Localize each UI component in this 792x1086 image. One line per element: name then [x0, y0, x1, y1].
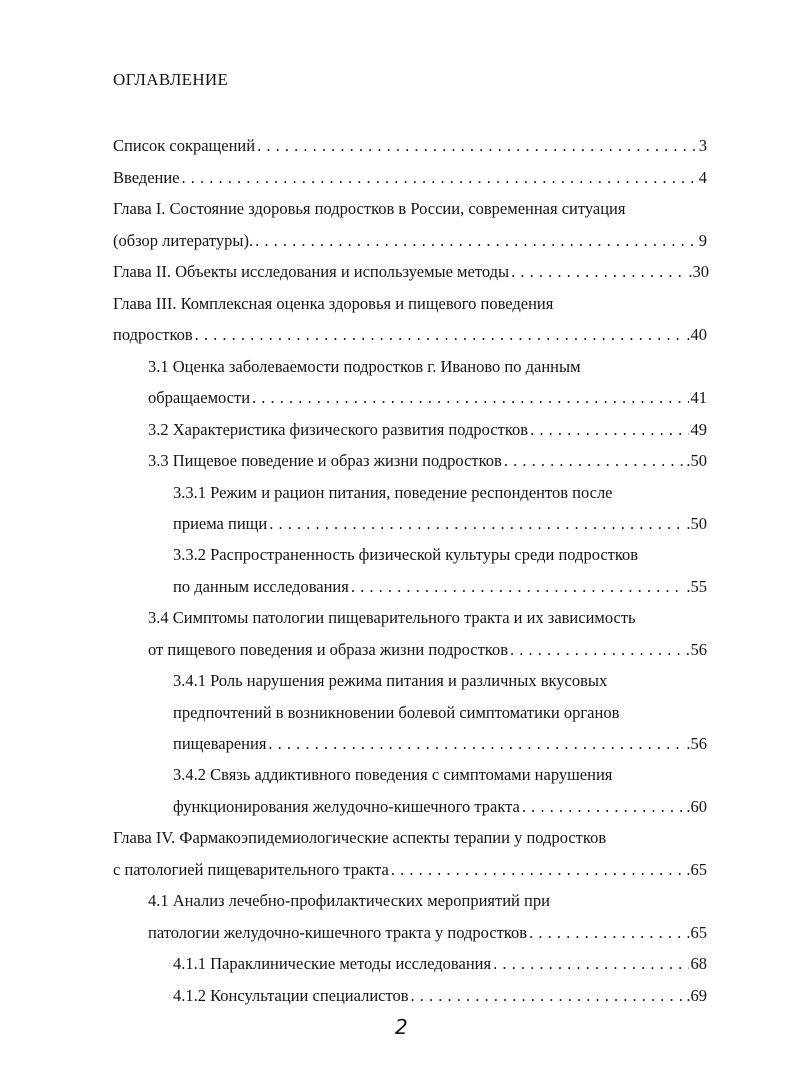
toc-page-number: .56 — [686, 734, 707, 753]
toc-page-number: .69 — [686, 986, 707, 1005]
toc-entry-3-4-1-cont[interactable]: предпочтений в возникновении болевой симптоматики органов — [173, 703, 620, 722]
toc-entry-3-4-2[interactable]: 3.4.2 Связь аддиктивного поведения с симптомами нарушения — [173, 765, 613, 784]
toc-entry-chapter-4[interactable]: Глава IV. Фармакоэпидемиологические аспекты терапии у подростков — [113, 828, 607, 847]
toc-entry-3-3-2-cont[interactable]: по данным исследования . . . .55 — [173, 575, 707, 599]
toc-entry-3-3-1-cont[interactable]: приема пищи . . . .50 — [173, 512, 707, 536]
toc-entry-4-1-cont[interactable]: патологии желудочно-кишечного тракта у подростков . . . .65 — [148, 921, 707, 945]
toc-entry-introduction[interactable]: Введение . . . 4 — [113, 166, 707, 190]
toc-heading: ОГЛАВЛЕНИЕ — [113, 70, 229, 89]
toc-entry-chapter-4-cont[interactable]: с патологией пищеварительного тракта . . . .65 — [113, 858, 707, 882]
toc-page-number: 41 — [690, 388, 707, 407]
toc-entry-3-2[interactable]: 3.2 Характеристика физического развития подростков . . . 49 — [148, 418, 707, 442]
toc-entry-4-1-2[interactable]: 4.1.2 Консультации специалистов . . . .69 — [173, 984, 707, 1008]
toc-entry-3-3-1[interactable]: 3.3.1 Режим и рацион питания, поведение респондентов после — [173, 483, 613, 502]
toc-page-number: .50 — [686, 514, 707, 533]
toc-page-number: 9 — [698, 231, 707, 250]
toc-page-number: .60 — [686, 797, 707, 816]
toc-entry-3-4-2-cont[interactable]: функционирования желудочно-кишечного тракта . . . .60 — [173, 795, 707, 819]
toc-entry-3-4-1-cont2[interactable]: пищеварения . . . .56 — [173, 732, 707, 756]
toc-page-number: .65 — [686, 860, 707, 879]
toc-entry-chapter-1[interactable]: Глава I. Состояние здоровья подростков в России, современная ситуация — [113, 199, 626, 218]
toc-entry-chapter-3-cont[interactable]: подростков . . . .40 — [113, 323, 707, 347]
page-number: 2 — [395, 1015, 408, 1039]
toc-entry-chapter-2[interactable]: Глава II. Объекты исследования и используемые методы . . . .30 — [113, 260, 709, 284]
toc-page-number: 4 — [698, 168, 707, 187]
toc-page-number: .65 — [686, 923, 707, 942]
toc-entry-chapter-3[interactable]: Глава III. Комплексная оценка здоровья и пищевого поведения — [113, 294, 554, 313]
toc-entry-4-1[interactable]: 4.1 Анализ лечебно-профилактических мероприятий при — [148, 891, 550, 910]
toc-entry-3-4-1[interactable]: 3.4.1 Роль нарушения режима питания и различных вкусовых — [173, 671, 608, 690]
toc-page-number: .50 — [686, 451, 707, 470]
toc-page-number: 68 — [690, 954, 707, 973]
toc-page-number: 3 — [698, 136, 707, 155]
toc-page-number: .30 — [688, 262, 709, 281]
toc-entry-chapter-1-cont[interactable]: (обзор литературы). . . . 9 — [113, 229, 707, 253]
toc-page-number: 49 — [690, 420, 707, 439]
toc-entry-3-1[interactable]: 3.1 Оценка заболеваемости подростков г. Иваново по данным — [148, 357, 581, 376]
toc-page-number: .55 — [686, 577, 707, 596]
toc-page-number: 56 — [690, 640, 707, 659]
toc-entry-3-1-cont[interactable]: обращаемости . . . 41 — [148, 386, 707, 410]
toc-entry-3-4[interactable]: 3.4 Симптомы патологии пищеварительного тракта и их зависимость — [148, 608, 636, 627]
toc-entry-3-3-2[interactable]: 3.3.2 Распространенность физической культуры среди подростков — [173, 545, 639, 564]
toc-entry-3-4-cont[interactable]: от пищевого поведения и образа жизни подростков . . . 56 — [148, 638, 707, 662]
toc-entry-3-3[interactable]: 3.3 Пищевое поведение и образ жизни подростков . . . .50 — [148, 449, 707, 473]
toc-entry-abbreviations[interactable]: Список сокращений . . . 3 — [113, 134, 707, 158]
toc-entry-4-1-1[interactable]: 4.1.1 Параклинические методы исследования . . . 68 — [173, 952, 707, 976]
toc-page-number: .40 — [686, 325, 707, 344]
